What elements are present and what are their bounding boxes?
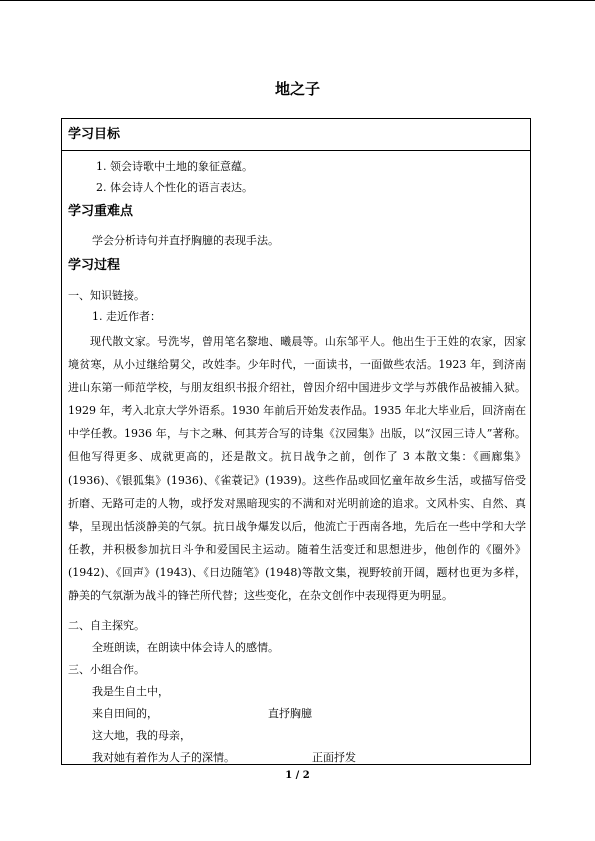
annotation-frontal-expression: 正面抒发 bbox=[312, 751, 356, 764]
part2-text: 全班朗读，在朗读中体会诗人的感情。 bbox=[92, 641, 279, 654]
part1-heading: 一、知识链接。 bbox=[68, 289, 145, 302]
goal-item-2: 2. 体会诗人个性化的语言表达。 bbox=[96, 181, 253, 194]
poem-line-3: 这大地，我的母亲， bbox=[92, 729, 191, 742]
poem-line-4: 我对她有着作为人子的深情。 bbox=[92, 751, 235, 764]
goal-item-1: 1. 领会诗歌中土地的象征意蕴。 bbox=[96, 160, 253, 173]
poem-line-1: 我是生自土中， bbox=[92, 685, 169, 698]
annotation-direct-expression: 直抒胸臆 bbox=[268, 707, 312, 720]
author-biography: 现代散文家。号洗岑，曾用笔名黎地、曦晨等。山东邹平人。他出生于王姓的农家，因家境贫寒，从小过继给舅父，改姓李。少年时代，一面读书，一面做些农活。1923 年，到济南进山东第一师范学校，与朋友组织书报介绍社，曾因介绍中国进步文学与苏俄作品被捕入狱。1929 年，考入北京大学外语系。1930 年前后开始发表作品。1935 年北大毕业后，回济南在中学任教。1936 年，与卞之琳、何其芳合写的诗集《汉园集》出版，以“汉园三诗人”著称。但他写得更多、成就更高的，还是散文。抗日战争之前，创作了 3 本散文集：《画廊集》(1936)、《银狐集》(1936)、《雀蓑记》(1939)。这些作品或回忆童年故乡生活，或描写倍受折磨、无路可走的人物，或抒发对黑暗现实的不满和对光明前途的追求。文风朴实、自然、真挚，呈现出恬淡静美的气氛。抗日战争爆发以后，他流亡于西南各地，先后在一些中学和大学任教，并积极参加抗日斗争和爱国民主运动。随着生活变迁和思想进步，他创作的《圈外》(1942)、《回声》(1943)、《日边随笔》(1948)等散文集，视野较前开阔，题材也更为多样，静美的气氛渐为战斗的锋芒所代替；这些变化，在杂文创作中表现得更为明显。 bbox=[68, 335, 526, 603]
page-number: 1 / 2 bbox=[285, 770, 310, 781]
goals-heading: 学习目标 bbox=[68, 127, 121, 142]
part3-heading: 三、小组合作。 bbox=[68, 663, 145, 676]
part2-heading: 二、自主探究。 bbox=[68, 619, 145, 632]
process-heading: 学习过程 bbox=[68, 258, 121, 273]
top-rule bbox=[0, 0, 595, 1]
document-title: 地之子 bbox=[274, 80, 320, 98]
part1-subheading: 1. 走近作者： bbox=[92, 310, 161, 323]
key-points-text: 学会分析诗句并直抒胸臆的表现手法。 bbox=[92, 234, 279, 247]
key-points-heading: 学习重难点 bbox=[68, 204, 134, 219]
header-divider bbox=[62, 150, 530, 151]
poem-line-2: 来自田间的， bbox=[92, 707, 158, 720]
